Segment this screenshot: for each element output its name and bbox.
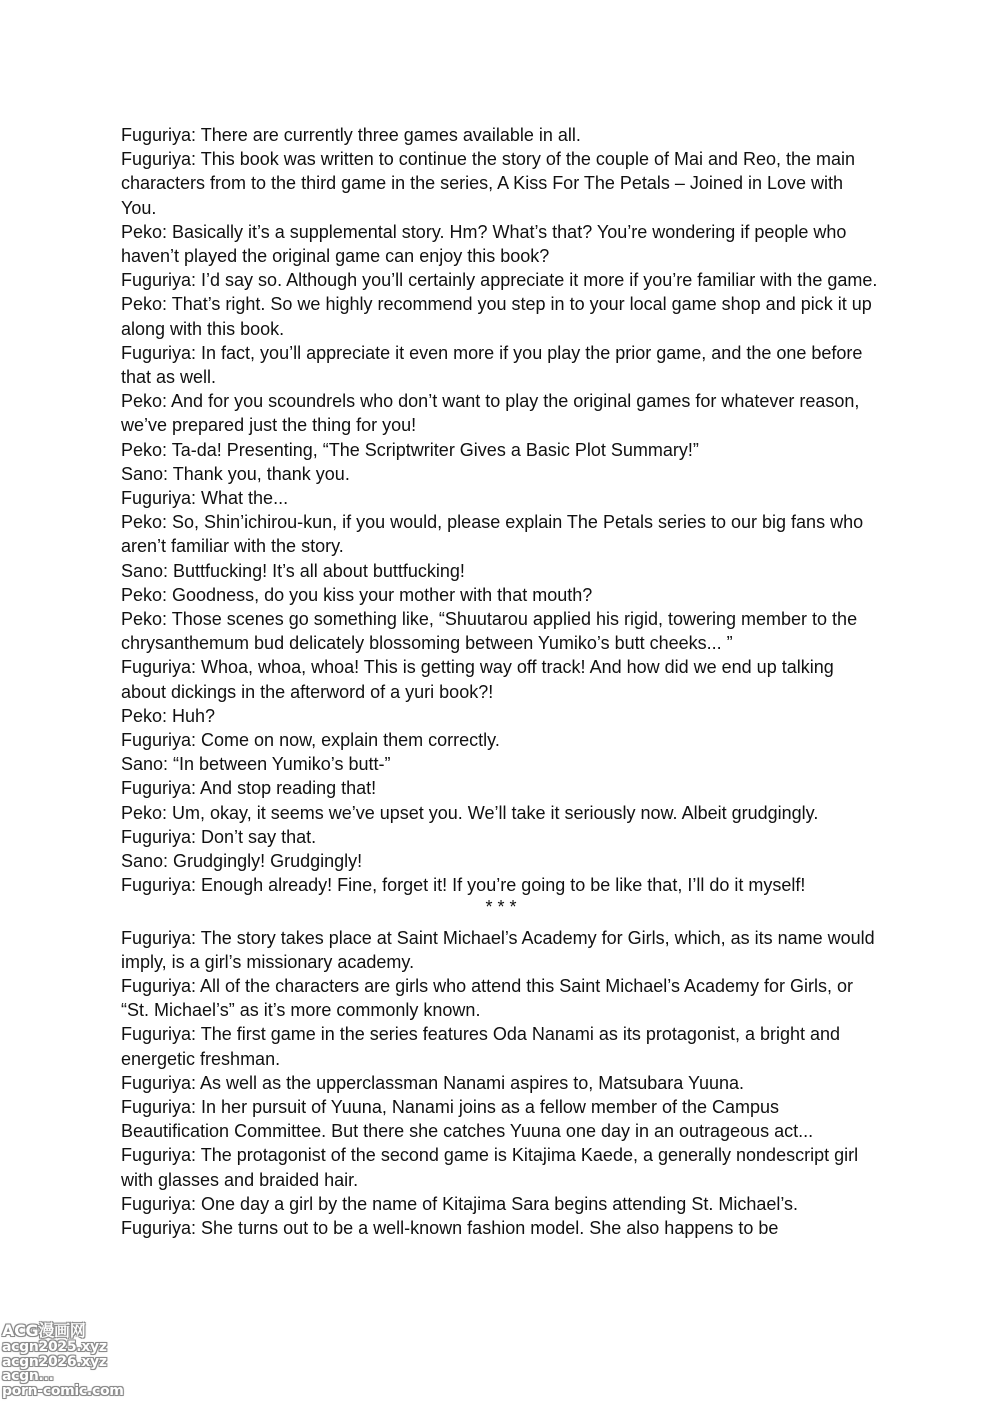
- dialogue-line: Fuguriya: I’d say so. Although you’ll certainly appreciate it more if you’re familiar with the game.: [121, 270, 878, 291]
- dialogue-line: Fuguriya: In fact, you’ll appreciate it even more if you play the prior game, and the one before that as well.: [121, 342, 863, 388]
- watermark-line: ACG漫画网: [2, 1321, 86, 1340]
- dialogue-line: Sano: Buttfucking! It’s all about buttfucking!: [121, 560, 465, 581]
- afterword-text: [121, 123, 881, 1240]
- dialogue-line: Fuguriya: All of the characters are girls who attend this Saint Michael’s Academy for Girls, or “St. Michael’s” as it’s more commonly known.: [121, 975, 853, 1021]
- dialogue-line: Fuguriya: The story takes place at Saint Michael’s Academy for Girls, which, as its name would imply, is a girl’s missionary academy.: [121, 927, 875, 972]
- section-separator: * * *: [485, 896, 517, 917]
- dialogue-line: Peko: And for you scoundrels who don’t want to play the original games for whatever reason, we’ve prepared just the thing for you!: [121, 391, 860, 436]
- dialogue-line: Fuguriya: Whoa, whoa, whoa! This is getting way off track! And how did we end up talking about dickings in the afterword of a yuri book?!: [121, 657, 834, 702]
- dialogue-line: Peko: Huh?: [121, 705, 216, 726]
- dialogue-line: Fuguriya: This book was written to continue the story of the couple of Mai and Reo, the main characters from to the third game in the series, A Kiss For The Petals – Joined in Love with You.: [121, 149, 856, 218]
- dialogue-line: Peko: That’s right. So we highly recommend you step in to your local game shop and pick it up along with this book.: [121, 294, 872, 339]
- dialogue-line: Sano: Grudgingly! Grudgingly!: [121, 851, 363, 872]
- dialogue-line: Fuguriya: The protagonist of the second game is Kitajima Kaede, a generally nondescript girl with glasses and braided hair.: [121, 1145, 859, 1190]
- dialogue-line: Fuguriya: What the...: [121, 488, 289, 509]
- site-watermark: [2, 1322, 132, 1398]
- dialogue-line: Fuguriya: The first game in the series features Oda Nanami as its protagonist, a bright and energetic freshman.: [121, 1024, 841, 1069]
- dialogue-line: Fuguriya: As well as the upperclassman Nanami aspires to, Matsubara Yuuna.: [121, 1072, 744, 1093]
- dialogue-line: Peko: Goodness, do you kiss your mother with that mouth?: [121, 584, 593, 605]
- watermark-line: acgn2026.xyz: [2, 1353, 107, 1370]
- watermark-line: porn-comic.com: [2, 1382, 124, 1399]
- dialogue-line: Peko: So, Shin’ichirou-kun, if you would, please explain The Petals series to our big fans who aren’t familiar with the story.: [121, 512, 864, 557]
- separator-spacer: [121, 916, 881, 926]
- dialogue-line: Fuguriya: Come on now, explain them correctly.: [121, 730, 500, 751]
- dialogue-line: Fuguriya: In her pursuit of Yuuna, Nanami joins as a fellow member of the Campus Beautification Committee. But there she catches Yuuna one day in an outrageous act...: [121, 1096, 814, 1142]
- dialogue-line: Fuguriya: Enough already! Fine, forget it! If you’re going to be like that, I’ll do it myself!: [121, 875, 806, 896]
- dialogue-line: Peko: Ta-da! Presenting, “The Scriptwriter Gives a Basic Plot Summary!”: [121, 439, 699, 460]
- dialogue-line: Peko: Basically it’s a supplemental story. Hm? What’s that? You’re wondering if people who haven’t played the original game can enjoy this book?: [121, 221, 847, 267]
- watermark-line: acgn2025.xyz: [2, 1339, 107, 1355]
- dialogue-line: Fuguriya: One day a girl by the name of Kitajima Sara begins attending St. Michael’s.: [121, 1193, 799, 1214]
- dialogue-line: Fuguriya: And stop reading that!: [121, 778, 377, 799]
- dialogue-line: Fuguriya: There are currently three games available in all.: [121, 125, 581, 145]
- dialogue-part-2: [121, 926, 881, 1241]
- dialogue-line: Peko: Those scenes go something like, “Shuutarou applied his rigid, towering member to the chrysanthemum bud delicately blossoming between Yumiko’s butt cheeks... ”: [121, 609, 858, 654]
- dialogue-line: Peko: Um, okay, it seems we’ve upset you. We’ll take it seriously now. Albeit grudgingly.: [121, 802, 819, 823]
- dialogue-line: Sano: Thank you, thank you.: [121, 463, 350, 484]
- watermark-line: acgn...: [2, 1368, 54, 1384]
- dialogue-line: Fuguriya: Don’t say that.: [121, 826, 317, 847]
- dialogue-part-1: [121, 123, 881, 898]
- dialogue-line: Sano: “In between Yumiko’s butt-”: [121, 754, 391, 775]
- dialogue-line: Fuguriya: She turns out to be a well-known fashion model. She also happens to be: [121, 1217, 779, 1238]
